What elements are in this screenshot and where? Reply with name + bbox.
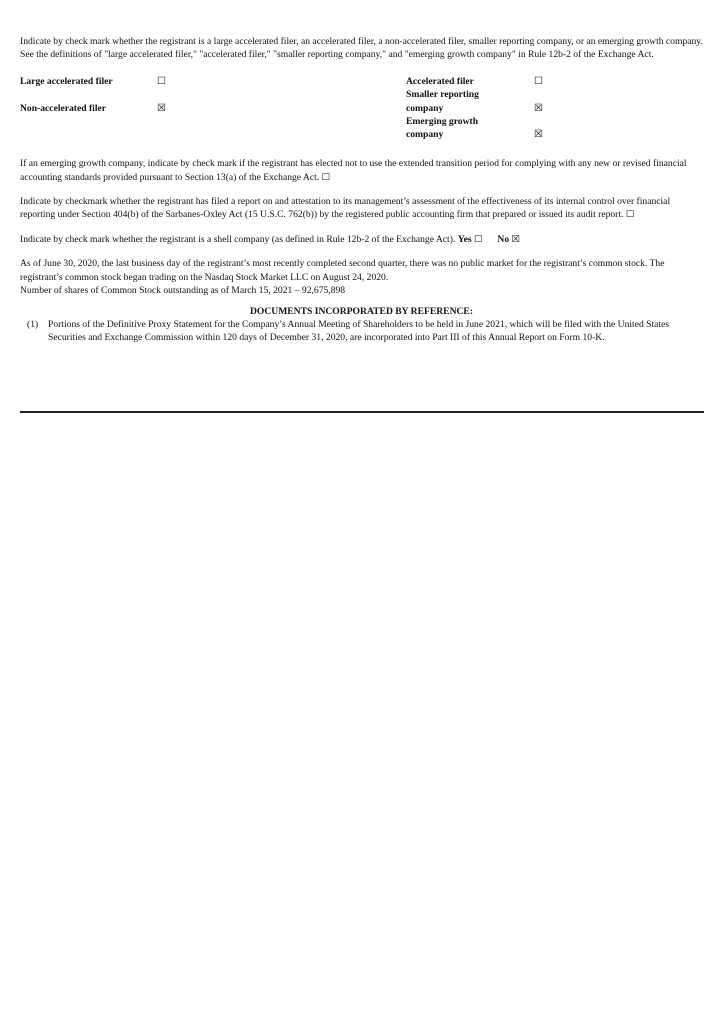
shell-company-no-checkbox[interactable]: ☒ [511,234,521,246]
emerging-growth-company-label-line1: Emerging growth [406,116,479,128]
market-value-paragraph: As of June 30, 2020, the last business day of the registrant’s most recently completed second quarter, there was no public market for the registrant’s common stock. The registrant’s common stock began trading on the Nasdaq Stock Market LLC on August 24, 2020. [20,258,665,283]
emerging-growth-company-checkbox[interactable]: ☒ [534,129,543,141]
accelerated-filer-checkbox[interactable]: ☐ [534,76,543,88]
shell-company-no-label: No [497,234,510,246]
large-accelerated-filer-label: Large accelerated filer [20,76,113,88]
shell-company-paragraph [20,233,703,246]
large-accelerated-filer-checkbox[interactable]: ☐ [157,76,166,88]
internal-control-checkbox[interactable]: ☐ [625,209,635,221]
documents-item-text: Portions of the Definitive Proxy Statement for the Company’s Annual Meeting of Shareholders to be held in June 2021, which will be filed with the United States Securities and Exchange Commission within 120 days of December 31, 2020, are incorporated into Part III of this Annual Report on Form 10-K. [48,319,670,344]
shell-company-text: Indicate by check mark whether the registrant is a shell company (as defined in Rule 12b-2 of the Exchange Act). [20,234,456,246]
documents-incorporated-title: DOCUMENTS INCORPORATED BY REFERENCE: [249,306,474,318]
internal-control-text: Indicate by checkmark whether the registrant has filed a report on and attestation to its management’s assessment of the effectiveness of its internal control over financial reporting under Section 404(b) of the Sarbanes-Oxley Act (15 U.S.C. 762(b)) by the registered public accounting firm that prepared or issued its audit report. [20,195,671,221]
non-accelerated-filer-checkbox[interactable]: ☒ [157,103,166,115]
emerging-growth-company-label-line2: company [406,129,444,141]
emerging-growth-election-paragraph [20,157,703,183]
documents-item-number: (1) [27,319,39,331]
shell-company-yes-label: Yes [457,234,472,246]
smaller-reporting-company-label-line2: company [406,103,444,115]
non-accelerated-filer-label: Non-accelerated filer [20,103,107,115]
accelerated-filer-label: Accelerated filer [406,76,474,88]
filer-status-paragraph: Indicate by check mark whether the registrant is a large accelerated filer, an accelerated filer, a non-accelerated filer, smaller reporting company, or an emerging growth company. See the definitions of "large accelerated filer," "accelerated filer," "smaller reporting company," and "emerging growth company" in Rule 12b-2 of the Exchange Act. [20,36,703,61]
documents-list-item [20,318,703,344]
internal-control-paragraph [20,195,703,221]
section-divider-rule [20,411,704,413]
shares-outstanding-line: Number of shares of Common Stock outstanding as of March 15, 2021 – 92,675,898 [20,284,346,296]
emerging-growth-election-checkbox[interactable]: ☐ [321,171,331,183]
shell-company-yes-checkbox[interactable]: ☐ [473,234,483,246]
smaller-reporting-company-label-line1: Smaller reporting [406,89,479,101]
smaller-reporting-company-checkbox[interactable]: ☒ [534,103,543,115]
emerging-growth-election-text: If an emerging growth company, indicate by check mark if the registrant has elected not to use the extended transition period for complying with any new or revised financial accounting standards provided pursuant to Section 13(a) of the Exchange Act. [20,158,687,183]
filer-status-grid [20,75,703,145]
document-page [20,35,703,345]
